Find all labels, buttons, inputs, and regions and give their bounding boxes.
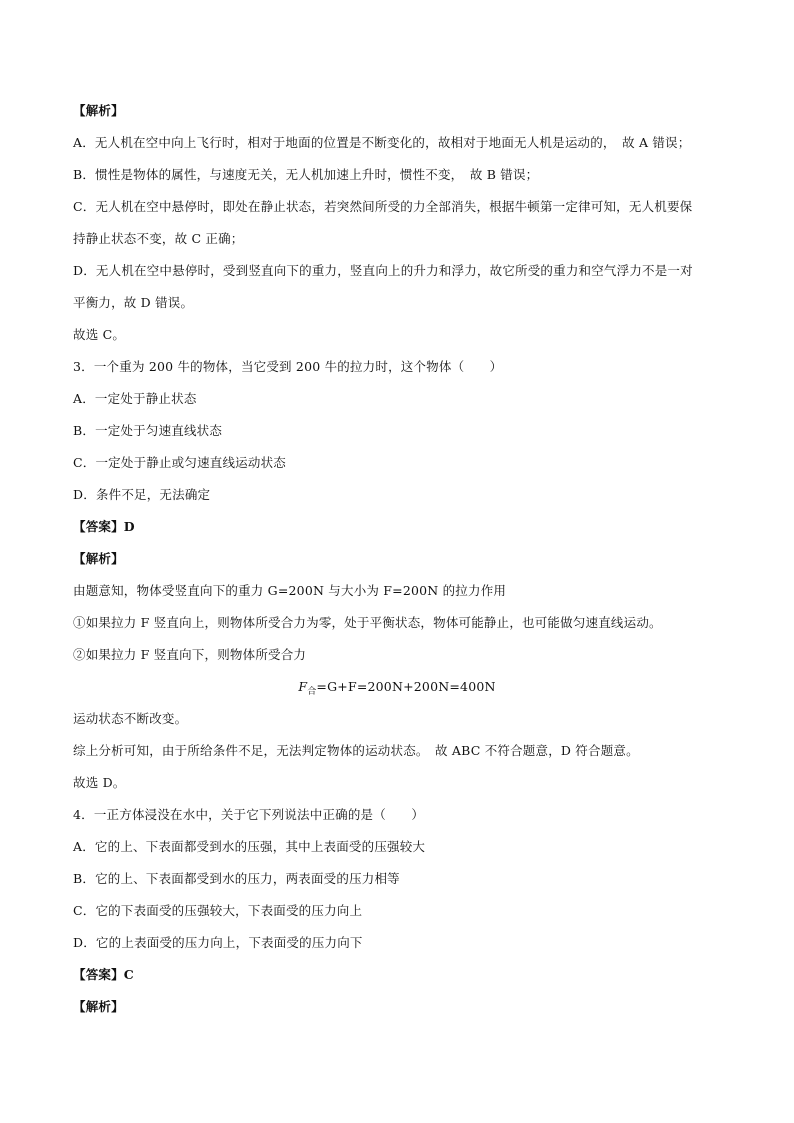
analysis-option-d-line2: 平衡力，故 D 错误。 (73, 295, 194, 310)
question-3-stem: 3．一个重为 200 牛的物体，当它受到 200 牛的拉力时，这个物体（ ） (73, 359, 503, 374)
formula-rest: =G+F=200N+200N=400N (316, 679, 496, 694)
question-3-conclusion: 故选 D。 (73, 775, 126, 790)
choice-conclusion: 故选 C。 (73, 327, 126, 342)
question-4-answer: 【答案】C (73, 967, 134, 982)
question-3-answer: 【答案】D (73, 519, 135, 534)
question-3-option-b: B．一定处于匀速直线状态 (73, 423, 223, 438)
formula-subscript: 合 (307, 687, 317, 697)
question-3-analysis-heading: 【解析】 (73, 551, 124, 566)
analysis-option-d-line1: D．无人机在空中悬停时，受到竖直向下的重力，竖直向上的升力和浮力，故它所受的重力和空气浮力不是一对 (73, 263, 693, 278)
question-4-option-d: D．它的上表面受的压力向上，下表面受的压力向下 (73, 935, 363, 950)
question-4-option-a: A．它的上、下表面都受到水的压强，其中上表面受的压强较大 (73, 839, 426, 854)
question-3-analysis-case2: ②如果拉力 F 竖直向下，则物体所受合力 (73, 647, 307, 662)
question-3-analysis-case1: ①如果拉力 F 竖直向上，则物体所受合力为零，处于平衡状态，物体可能静止，也可能做匀速直线运动。 (73, 615, 662, 630)
question-4-option-b: B．它的上、下表面都受到水的压力，两表面受的压力相等 (73, 871, 400, 886)
question-4-stem: 4．一正方体浸没在水中，关于它下列说法中正确的是（ ） (73, 807, 425, 822)
question-3-analysis-line1: 由题意知，物体受竖直向下的重力 G=200N 与大小为 F=200N 的拉力作用 (73, 583, 507, 598)
question-3-option-d: D．条件不足，无法确定 (73, 487, 211, 502)
question-4-analysis-heading: 【解析】 (73, 999, 124, 1014)
net-force-formula (0, 679, 794, 695)
question-3-analysis-summary: 综上分析可知，由于所给条件不足，无法判定物体的运动状态。 故 ABC 不符合题意，D 符合题意。 (73, 743, 639, 758)
question-3-option-c: C．一定处于静止或匀速直线运动状态 (73, 455, 286, 470)
question-3-analysis-motion: 运动状态不断改变。 (73, 711, 188, 726)
question-4-option-c: C．它的下表面受的压强较大，下表面受的压力向上 (73, 903, 363, 918)
analysis-option-c-line1: C．无人机在空中悬停时，即处在静止状态，若突然间所受的力全部消失，根据牛顿第一定律可知，无人机要保 (73, 199, 693, 214)
formula-symbol: F (298, 679, 308, 694)
analysis-option-a: A．无人机在空中向上飞行时，相对于地面的位置是不断变化的，故相对于地面无人机是运动的， 故 A 错误； (73, 135, 691, 150)
question-3-option-a: A．一定处于静止状态 (73, 391, 197, 406)
analysis-heading: 【解析】 (73, 103, 124, 118)
analysis-option-c-line2: 持静止状态不变，故 C 正确； (73, 231, 244, 246)
analysis-option-b: B．惯性是物体的属性，与速度无关，无人机加速上升时，惯性不变， 故 B 错误； (73, 167, 539, 182)
